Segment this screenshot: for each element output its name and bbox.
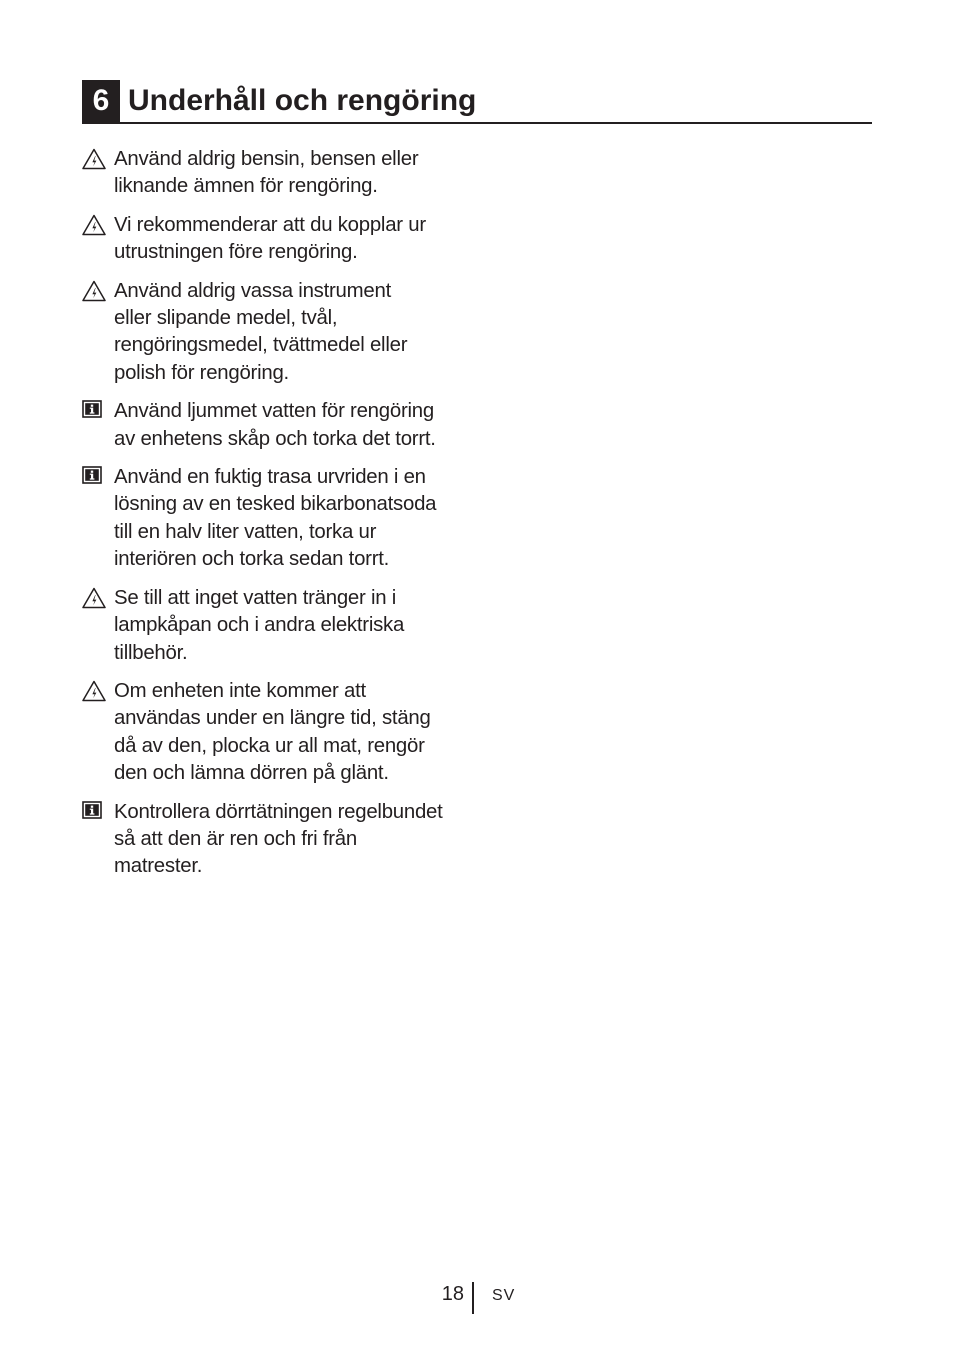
note-text: Om enheten inte kommer att användas under en längre tid, stäng då av den, plocka ur all mat, rengör den och lämna dörren på glänt. (114, 679, 431, 785)
info-icon (82, 801, 106, 823)
note-text: Använd en fuktig trasa urvriden i en lösning av en tesked bikarbonatsoda till en halv liter vatten, torka ur interiören och torka sedan torrt. (114, 466, 437, 571)
note-item (82, 464, 472, 574)
warning-icon (82, 148, 106, 170)
footer-divider (472, 1282, 474, 1314)
section-header (82, 80, 872, 124)
note-text: Använd aldrig vassa instrument eller slipande medel, tvål, rengöringsmedel, tvättmedel eller polish för rengöring. (114, 279, 408, 384)
warning-icon (82, 680, 106, 702)
language-code: SV (492, 1287, 516, 1304)
section-title: Underhåll och rengöring (128, 84, 477, 117)
note-item (82, 799, 472, 881)
note-item (82, 678, 472, 788)
note-text: Använd ljummet vatten för rengöring av enhetens skåp och torka det torrt. (114, 400, 436, 450)
info-icon (82, 400, 106, 422)
note-item (82, 585, 472, 667)
page-number: 18 (441, 1283, 464, 1305)
maintenance-notes-list (82, 146, 472, 892)
note-text: Använd aldrig bensin, bensen eller liknande ämnen för rengöring. (114, 148, 419, 198)
note-text: Se till att inget vatten tränger in i lampkåpan och i andra elektriska tillbehör. (114, 586, 405, 664)
note-item (82, 278, 472, 388)
note-item (82, 146, 472, 201)
note-item (82, 212, 472, 267)
info-icon (82, 466, 106, 488)
section-number: 6 (82, 80, 120, 122)
page-footer (0, 1280, 954, 1316)
warning-icon (82, 587, 106, 609)
warning-icon (82, 214, 106, 236)
note-item (82, 398, 472, 453)
note-text: Kontrollera dörrtätningen regelbundet så att den är ren och fri från matrester. (114, 800, 443, 878)
warning-icon (82, 280, 106, 302)
note-text: Vi rekommenderar att du kopplar ur utrustningen före rengöring. (114, 213, 426, 264)
